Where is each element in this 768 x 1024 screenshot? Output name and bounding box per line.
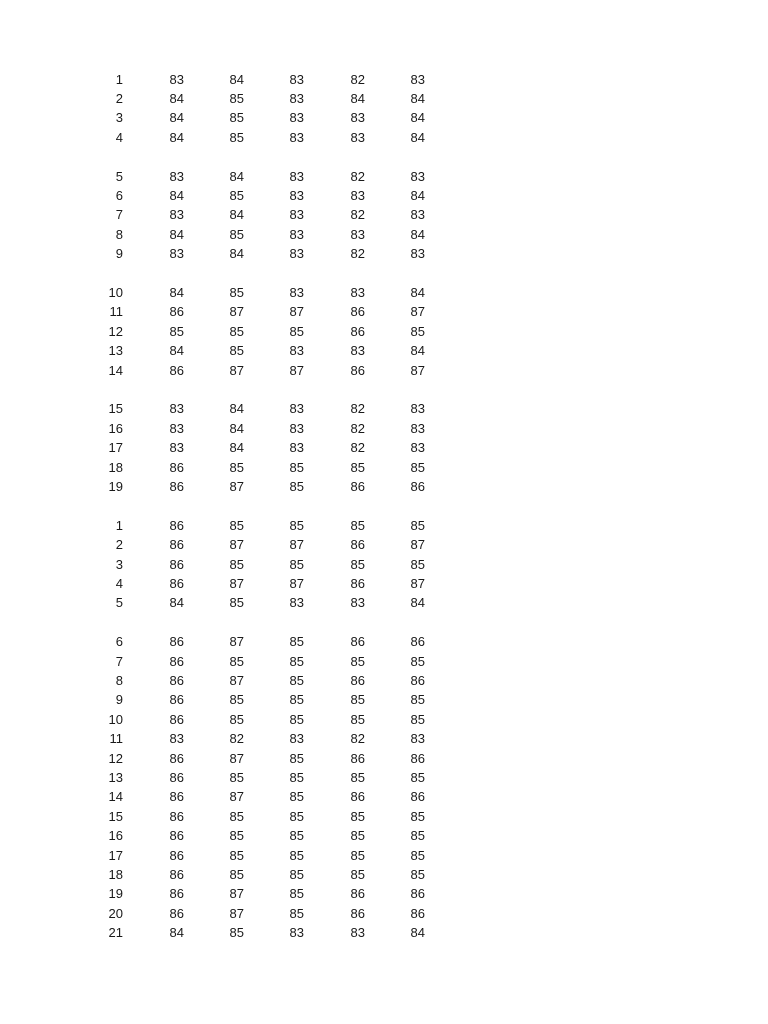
value-cell: 83 <box>169 731 184 747</box>
table-row <box>0 205 768 224</box>
row-number: 16 <box>108 828 123 844</box>
row-number: 1 <box>115 71 123 87</box>
value-cell: 84 <box>229 401 244 417</box>
value-cell: 85 <box>169 323 184 339</box>
value-cell: 83 <box>289 284 304 300</box>
value-cell: 86 <box>169 886 184 902</box>
table-row <box>0 283 768 302</box>
value-cell: 86 <box>410 789 425 805</box>
value-cell: 86 <box>350 537 365 553</box>
value-cell: 83 <box>350 284 365 300</box>
value-cell: 85 <box>410 459 425 475</box>
value-cell: 86 <box>410 886 425 902</box>
value-cell: 87 <box>229 537 244 553</box>
value-cell: 87 <box>229 905 244 921</box>
value-cell: 85 <box>289 808 304 824</box>
value-cell: 84 <box>169 925 184 941</box>
value-cell: 86 <box>350 634 365 650</box>
value-cell: 83 <box>410 731 425 747</box>
value-cell: 82 <box>350 168 365 184</box>
row-number: 2 <box>115 90 123 106</box>
table-row <box>0 593 768 612</box>
value-cell: 83 <box>350 129 365 145</box>
value-cell: 85 <box>229 653 244 669</box>
value-cell: 84 <box>229 71 244 87</box>
value-cell: 85 <box>289 478 304 494</box>
value-cell: 83 <box>289 343 304 359</box>
value-cell: 85 <box>229 459 244 475</box>
row-number: 3 <box>115 556 123 572</box>
blank-row <box>0 496 768 515</box>
value-cell: 86 <box>169 828 184 844</box>
value-cell: 83 <box>289 420 304 436</box>
row-number: 6 <box>115 187 123 203</box>
value-cell: 85 <box>289 711 304 727</box>
value-cell: 85 <box>289 459 304 475</box>
value-cell: 87 <box>410 304 425 320</box>
value-cell: 85 <box>410 828 425 844</box>
blank-row <box>0 264 768 283</box>
value-cell: 86 <box>169 634 184 650</box>
value-cell: 85 <box>350 692 365 708</box>
value-cell: 86 <box>350 672 365 688</box>
value-cell: 82 <box>350 731 365 747</box>
table-row <box>0 884 768 903</box>
table-row <box>0 846 768 865</box>
value-cell: 84 <box>410 284 425 300</box>
value-cell: 86 <box>169 692 184 708</box>
table-row <box>0 787 768 806</box>
value-cell: 82 <box>350 71 365 87</box>
value-cell: 85 <box>350 459 365 475</box>
value-cell: 83 <box>169 440 184 456</box>
table-row <box>0 574 768 593</box>
value-cell: 87 <box>229 672 244 688</box>
value-cell: 84 <box>169 595 184 611</box>
table-row <box>0 671 768 690</box>
row-number: 11 <box>109 304 123 320</box>
table-row <box>0 399 768 418</box>
value-cell: 85 <box>289 323 304 339</box>
table-row <box>0 70 768 89</box>
value-cell: 85 <box>229 808 244 824</box>
value-cell: 84 <box>169 90 184 106</box>
value-cell: 84 <box>229 207 244 223</box>
row-number: 8 <box>115 226 123 242</box>
table-row <box>0 438 768 457</box>
value-cell: 85 <box>289 517 304 533</box>
value-cell: 84 <box>229 440 244 456</box>
table-row <box>0 302 768 321</box>
row-number: 18 <box>108 866 123 882</box>
value-cell: 84 <box>350 90 365 106</box>
value-cell: 83 <box>350 226 365 242</box>
value-cell: 86 <box>410 478 425 494</box>
value-cell: 87 <box>410 575 425 591</box>
value-cell: 87 <box>289 575 304 591</box>
value-cell: 84 <box>410 129 425 145</box>
value-cell: 83 <box>289 168 304 184</box>
value-cell: 83 <box>410 207 425 223</box>
value-cell: 83 <box>289 226 304 242</box>
row-number: 19 <box>108 886 123 902</box>
value-cell: 86 <box>169 517 184 533</box>
value-cell: 85 <box>350 556 365 572</box>
value-cell: 83 <box>289 187 304 203</box>
value-cell: 87 <box>289 362 304 378</box>
value-cell: 86 <box>169 537 184 553</box>
row-number: 18 <box>108 459 123 475</box>
value-cell: 83 <box>350 343 365 359</box>
value-cell: 85 <box>229 90 244 106</box>
value-cell: 83 <box>169 246 184 262</box>
value-cell: 85 <box>289 828 304 844</box>
value-cell: 86 <box>169 808 184 824</box>
value-cell: 85 <box>229 187 244 203</box>
value-cell: 87 <box>229 575 244 591</box>
value-cell: 83 <box>289 110 304 126</box>
table-row <box>0 244 768 263</box>
value-cell: 85 <box>289 789 304 805</box>
value-cell: 85 <box>350 866 365 882</box>
row-number: 15 <box>108 808 123 824</box>
blank-row <box>0 380 768 399</box>
row-number: 1 <box>115 517 123 533</box>
table-row <box>0 419 768 438</box>
row-number: 20 <box>108 905 123 921</box>
row-number: 7 <box>115 653 123 669</box>
value-cell: 84 <box>229 420 244 436</box>
row-number: 9 <box>115 246 123 262</box>
blank-row <box>0 613 768 632</box>
value-cell: 85 <box>289 692 304 708</box>
value-cell: 83 <box>169 71 184 87</box>
value-cell: 83 <box>350 110 365 126</box>
table-row <box>0 167 768 186</box>
table-row <box>0 923 768 942</box>
value-cell: 85 <box>350 808 365 824</box>
row-number: 14 <box>108 362 123 378</box>
row-number: 17 <box>108 847 123 863</box>
value-cell: 86 <box>169 575 184 591</box>
table-row <box>0 108 768 127</box>
value-cell: 86 <box>410 905 425 921</box>
value-cell: 86 <box>350 905 365 921</box>
value-cell: 87 <box>229 886 244 902</box>
value-cell: 86 <box>169 478 184 494</box>
table-row <box>0 341 768 360</box>
value-cell: 85 <box>410 847 425 863</box>
table-row <box>0 865 768 884</box>
row-number: 13 <box>108 769 123 785</box>
value-cell: 85 <box>350 847 365 863</box>
table-row <box>0 361 768 380</box>
row-number: 19 <box>108 478 123 494</box>
value-cell: 84 <box>410 925 425 941</box>
value-cell: 83 <box>350 925 365 941</box>
value-cell: 86 <box>169 304 184 320</box>
value-cell: 83 <box>289 246 304 262</box>
value-cell: 85 <box>289 847 304 863</box>
table-row <box>0 690 768 709</box>
value-cell: 84 <box>410 110 425 126</box>
table-row <box>0 826 768 845</box>
row-number: 7 <box>115 207 123 223</box>
value-cell: 83 <box>289 595 304 611</box>
value-cell: 84 <box>410 90 425 106</box>
value-cell: 86 <box>169 866 184 882</box>
value-cell: 85 <box>410 517 425 533</box>
table-row <box>0 535 768 554</box>
value-cell: 85 <box>229 711 244 727</box>
value-cell: 85 <box>410 769 425 785</box>
value-cell: 86 <box>169 769 184 785</box>
row-number: 3 <box>115 110 123 126</box>
value-cell: 86 <box>169 459 184 475</box>
value-cell: 86 <box>350 886 365 902</box>
row-number: 21 <box>108 925 123 941</box>
value-cell: 86 <box>410 750 425 766</box>
value-cell: 85 <box>229 343 244 359</box>
value-cell: 85 <box>410 711 425 727</box>
value-cell: 83 <box>410 168 425 184</box>
row-number: 16 <box>108 420 123 436</box>
value-cell: 82 <box>350 401 365 417</box>
value-cell: 85 <box>229 828 244 844</box>
value-cell: 85 <box>350 653 365 669</box>
value-cell: 85 <box>289 556 304 572</box>
value-cell: 85 <box>289 750 304 766</box>
row-number: 10 <box>108 284 123 300</box>
value-cell: 86 <box>169 711 184 727</box>
value-cell: 86 <box>350 789 365 805</box>
value-cell: 85 <box>289 866 304 882</box>
value-cell: 86 <box>169 653 184 669</box>
value-cell: 85 <box>229 226 244 242</box>
value-cell: 85 <box>410 653 425 669</box>
value-cell: 83 <box>410 246 425 262</box>
value-cell: 85 <box>289 905 304 921</box>
table-row <box>0 225 768 244</box>
value-cell: 83 <box>169 401 184 417</box>
value-cell: 84 <box>410 187 425 203</box>
row-number: 5 <box>115 168 123 184</box>
value-cell: 86 <box>350 750 365 766</box>
table-row <box>0 652 768 671</box>
value-cell: 86 <box>169 847 184 863</box>
value-cell: 83 <box>289 71 304 87</box>
row-number: 4 <box>115 129 123 145</box>
value-cell: 82 <box>350 207 365 223</box>
value-cell: 87 <box>229 362 244 378</box>
value-cell: 83 <box>410 420 425 436</box>
table-row <box>0 322 768 341</box>
value-cell: 85 <box>289 672 304 688</box>
table-row <box>0 128 768 147</box>
value-cell: 87 <box>289 304 304 320</box>
row-number: 2 <box>115 537 123 553</box>
table-row <box>0 749 768 768</box>
value-cell: 86 <box>169 556 184 572</box>
value-cell: 83 <box>289 440 304 456</box>
value-cell: 83 <box>410 71 425 87</box>
value-cell: 83 <box>169 168 184 184</box>
value-cell: 83 <box>289 925 304 941</box>
value-cell: 83 <box>289 207 304 223</box>
row-number: 9 <box>115 692 123 708</box>
table-row <box>0 89 768 108</box>
value-cell: 83 <box>410 440 425 456</box>
row-number: 17 <box>108 440 123 456</box>
value-cell: 85 <box>229 284 244 300</box>
value-cell: 85 <box>229 866 244 882</box>
row-number: 8 <box>115 672 123 688</box>
value-cell: 87 <box>410 362 425 378</box>
table-row <box>0 555 768 574</box>
value-cell: 86 <box>350 362 365 378</box>
value-cell: 86 <box>169 905 184 921</box>
table-row <box>0 904 768 923</box>
value-cell: 85 <box>289 769 304 785</box>
value-cell: 82 <box>350 246 365 262</box>
value-cell: 85 <box>410 866 425 882</box>
value-cell: 83 <box>289 401 304 417</box>
table-row <box>0 186 768 205</box>
value-cell: 85 <box>289 886 304 902</box>
table-row <box>0 458 768 477</box>
value-cell: 82 <box>350 420 365 436</box>
value-cell: 87 <box>229 750 244 766</box>
table-row <box>0 710 768 729</box>
value-cell: 87 <box>229 478 244 494</box>
value-cell: 86 <box>169 750 184 766</box>
row-number: 12 <box>108 750 123 766</box>
value-cell: 85 <box>229 595 244 611</box>
value-cell: 86 <box>410 634 425 650</box>
value-cell: 85 <box>350 711 365 727</box>
value-cell: 85 <box>229 925 244 941</box>
row-number: 4 <box>115 575 123 591</box>
value-cell: 84 <box>169 284 184 300</box>
value-cell: 83 <box>289 129 304 145</box>
value-cell: 83 <box>350 595 365 611</box>
row-number: 5 <box>115 595 123 611</box>
row-number: 12 <box>108 323 123 339</box>
value-cell: 83 <box>410 401 425 417</box>
table-row <box>0 807 768 826</box>
value-cell: 84 <box>410 226 425 242</box>
value-cell: 85 <box>229 110 244 126</box>
value-cell: 86 <box>350 575 365 591</box>
row-number: 11 <box>109 731 123 747</box>
value-cell: 85 <box>350 769 365 785</box>
value-cell: 83 <box>350 187 365 203</box>
value-cell: 85 <box>229 517 244 533</box>
row-number: 10 <box>108 711 123 727</box>
value-cell: 83 <box>289 731 304 747</box>
blank-row <box>0 147 768 166</box>
table-row <box>0 729 768 748</box>
value-cell: 84 <box>229 168 244 184</box>
value-cell: 85 <box>289 653 304 669</box>
row-number: 6 <box>115 634 123 650</box>
value-cell: 84 <box>169 343 184 359</box>
value-cell: 84 <box>169 187 184 203</box>
value-cell: 85 <box>410 692 425 708</box>
row-number: 15 <box>108 401 123 417</box>
table-row <box>0 768 768 787</box>
value-cell: 84 <box>410 343 425 359</box>
value-cell: 86 <box>169 362 184 378</box>
value-cell: 83 <box>289 90 304 106</box>
value-cell: 84 <box>410 595 425 611</box>
value-cell: 85 <box>229 769 244 785</box>
value-cell: 85 <box>410 323 425 339</box>
table-row <box>0 516 768 535</box>
value-cell: 85 <box>229 129 244 145</box>
value-cell: 86 <box>350 304 365 320</box>
value-cell: 87 <box>229 304 244 320</box>
value-cell: 86 <box>169 672 184 688</box>
value-cell: 87 <box>410 537 425 553</box>
value-cell: 82 <box>229 731 244 747</box>
value-cell: 85 <box>410 556 425 572</box>
table-row <box>0 477 768 496</box>
value-cell: 84 <box>169 226 184 242</box>
value-cell: 86 <box>350 323 365 339</box>
value-cell: 82 <box>350 440 365 456</box>
value-cell: 84 <box>229 246 244 262</box>
value-cell: 83 <box>169 207 184 223</box>
value-cell: 85 <box>229 323 244 339</box>
value-cell: 85 <box>229 847 244 863</box>
table-row <box>0 632 768 651</box>
value-cell: 86 <box>169 789 184 805</box>
row-number: 14 <box>108 789 123 805</box>
value-cell: 83 <box>169 420 184 436</box>
value-cell: 86 <box>350 478 365 494</box>
value-cell: 86 <box>410 672 425 688</box>
value-cell: 84 <box>169 129 184 145</box>
value-cell: 85 <box>350 828 365 844</box>
value-cell: 87 <box>229 789 244 805</box>
value-cell: 87 <box>229 634 244 650</box>
row-number: 13 <box>108 343 123 359</box>
value-cell: 85 <box>289 634 304 650</box>
value-cell: 85 <box>229 692 244 708</box>
value-cell: 85 <box>350 517 365 533</box>
value-cell: 87 <box>289 537 304 553</box>
value-cell: 85 <box>229 556 244 572</box>
value-cell: 84 <box>169 110 184 126</box>
value-cell: 85 <box>410 808 425 824</box>
